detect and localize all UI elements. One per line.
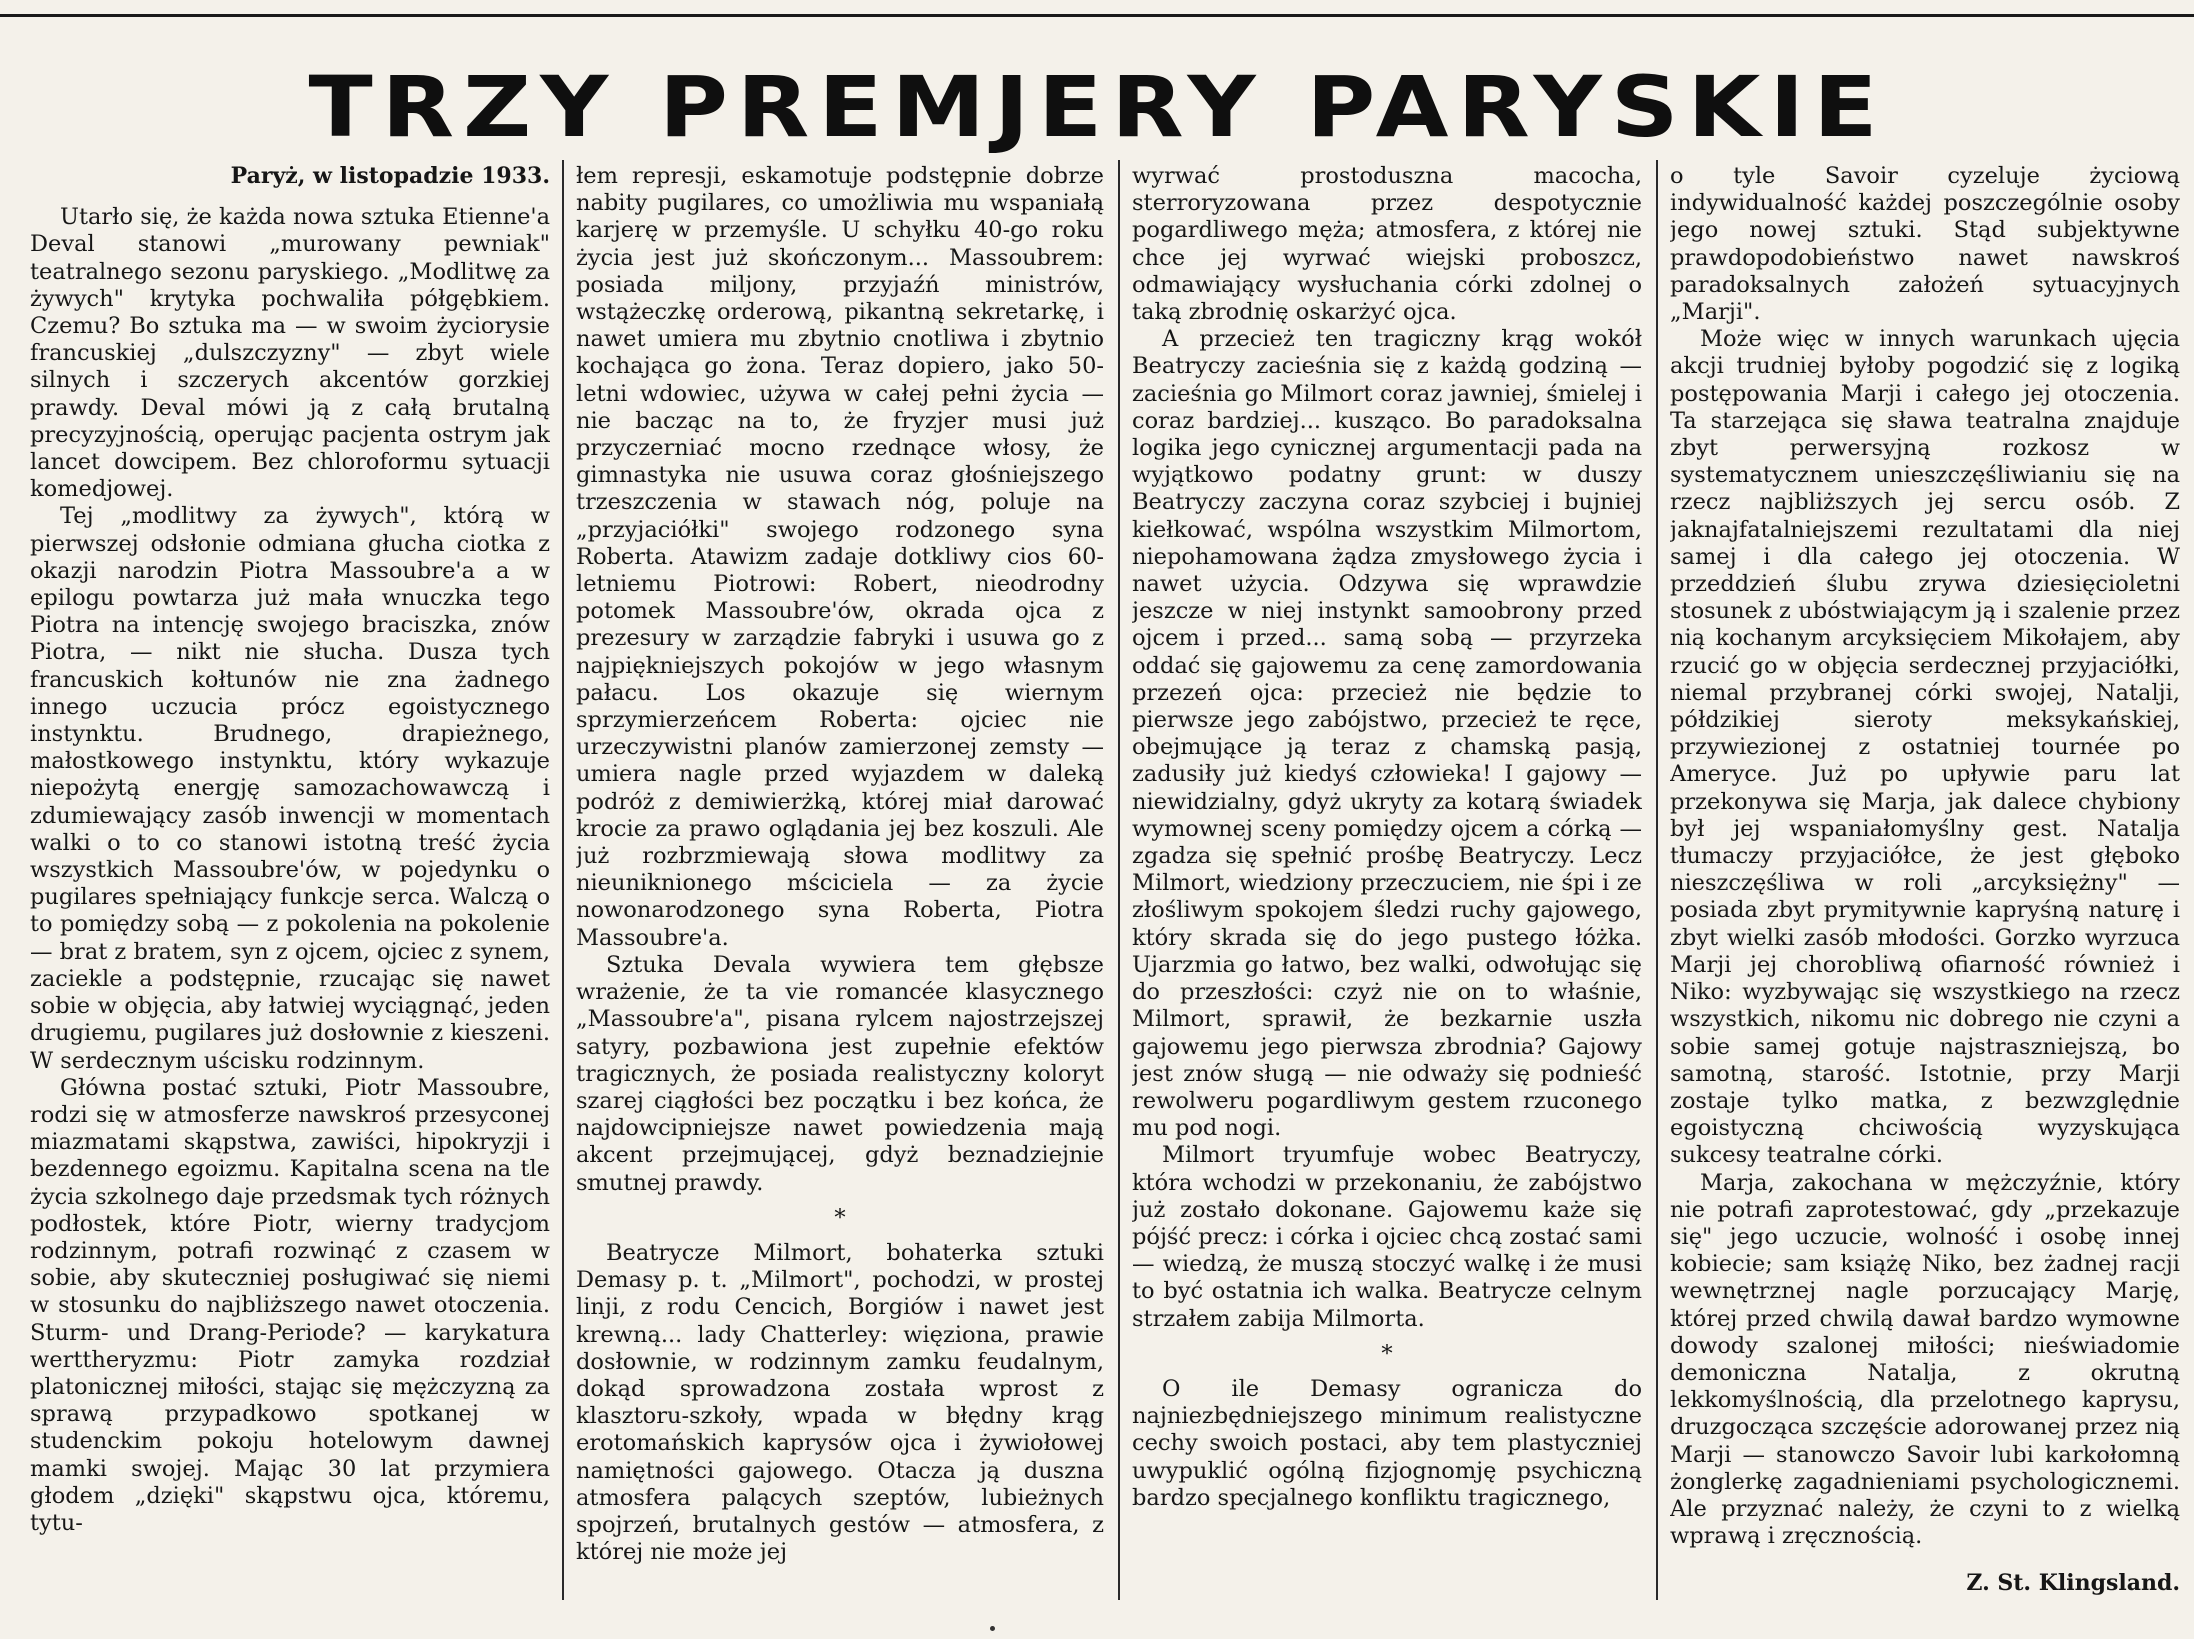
masthead-strip <box>0 0 2194 22</box>
headline-text: TRZY PREMJERY PARYSKIE <box>307 58 1887 156</box>
column-divider-1 <box>562 160 564 1600</box>
paragraph: wyrwać prostoduszna macocha, sterroryzowana przez despotycznie pogardliwego męża; atmosfera, z której nie chce jej wyrwać wiejski proboszcz, odmawiający wysłuchania córki zdolnej o taką zbrodnię oskarżyć ojca. <box>1132 163 1642 326</box>
paragraph: łem represji, eskamotuje podstępnie dobrze nabity pugilares, co umożliwia mu wspaniałą karjerę w przemyśle. U schyłku 40-go roku życia jest już skończonym... Massoubrem: posiada miljony, przyjaźń ministrów, wstążeczkę orderową, pikantną sekretarkę, i nawet umiera mu zbytnio cnotliwa i zbytnio kochająca go żona. Teraz dopiero, jako 50-letni wdowiec, używa w całej pełni życia — nie bacząc na to, że fryzjer musi już przyczerniać mocno rzednące włosy, że gimnastyka nie usuwa coraz głośniejszego trzeszczenia w stawach nóg, poluje na „przyjaciółki" swojego rodzonego syna Roberta. Atawizm zadaje dotkliwy cios 60-letniemu Piotrowi: Robert, nieodrodny potomek Massoubre'ów, okrada ojca z prezesury w zarządzie fabryki i usuwa go z najpiękniejszych pokojów w jego własnym pałacu. Los okazuje się wiernym sprzymierzeńcem Roberta: ojciec nie urzeczywistni planów zamierzonej zemsty — umiera nagle przed wyjazdem w daleką podróż z demiwierżką, której miał darować krocie za prawo oglądania jej bez koszuli. Ale już rozbrzmiewają słowa modlitwy za nieuniknionego mściciela — za życie nowonarodzonego syna Roberta, Piotra Massoubre'a. <box>576 163 1104 951</box>
paragraph: Beatrycze Milmort, bohaterka sztuki Demasy p. t. „Milmort", pochodzi, w prostej linji, z rodu Cencich, Borgiów i nawet jest krewną... lady Chatterley: więziona, prawie dosłownie, w rodzinnym zamku feudalnym, dokąd sprowadzona została wprost z klasztoru-szkoły, wpada w błędny krąg erotomańskich kaprysów ojca i żywiołowej namiętności gajowego. Otacza ją duszna atmosfera palących szeptów, lubieżnych spojrzeń, brutalnych gestów — atmosfera, z której nie może jej <box>576 1239 1104 1566</box>
paragraph: Milmort tryumfuje wobec Beatryczy, która wchodzi w przekonaniu, że zabójstwo już zostało dokonane. Gajowemu każe się pójść precz: i córka i ojciec chcą zostać sami — wiedzą, że muszą stoczyć walkę i że musi to być ostatnia ich walka. Beatrycze celnym strzałem zabija Milmorta. <box>1132 1142 1642 1332</box>
article-column-4 <box>1670 163 2180 1603</box>
column-divider-2 <box>1118 160 1120 1600</box>
author-signature: Z. St. Klingsland. <box>1966 1570 2180 1597</box>
paragraph: Marja, zakochana w mężczyźnie, który nie potrafi zaprotestować, gdy „przekazuje się" jego uczucie, wolność i osobę innej kobiecie; sam książę Niko, bez żadnej racji wewnętrznej nagle porzucający Marję, której przed chwilą dawał bardzo wymowne dowody szalonej miłości; nieświadomie demoniczna Natalja, z okrutną lekkomyślnością, dla przelotnego kaprysu, druzgocząca szczęście adorowanej przez nią Marji — stanowczo Savoir lubi karkołomną żonglerkę zagadnieniami psychologicznemi. Ale przyznać należy, że czyni to z wielką wprawą i zręcznością. <box>1670 1169 2180 1550</box>
article-column-2 <box>576 163 1104 1603</box>
section-separator: * <box>834 1204 846 1231</box>
paragraph: Główna postać sztuki, Piotr Massoubre, rodzi się w atmosferze nawskroś przesyconej miazmatami skąpstwa, zawiści, hipokryzji i bezdennego egoizmu. Kapitalna scena na tle życia szkolnego daje przedsmak tych różnych podłostek, które Piotr, wierny tradycjom rodzinnym, potrafi rozwinąć z czasem w sobie, aby skuteczniej posługiwać się niemi w stosunku do najbliższego nawet otoczenia. Sturm- und Drang-Periode? — karykatura werttheryzmu: Piotr zamyka rozdział platonicznej miłości, stając się mężczyzną za sprawą przypadkowo spotkanej w studenckim pokoju hotelowym dawnej mamki swojej. Mając 30 lat przymiera głodem „dzięki" skąpstwu ojca, któremu, tytu- <box>30 1074 550 1536</box>
column-divider-3 <box>1656 160 1658 1600</box>
paragraph: o tyle Savoir cyzeluje życiową indywidualność każdej poszczególnie osoby jego nowej sztuki. Stąd subjektywne prawdopodobieństwo nawet nawskroś paradoksalnych założeń sytuacyjnych „Marji". <box>1670 163 2180 326</box>
paragraph: Utarło się, że każda nowa sztuka Etienne'a Deval stanowi „murowany pewniak" teatralnego sezonu paryskiego. „Modlitwę za żywych" krytyka pochwaliła półgębkiem. Czemu? Bo sztuka ma — w swoim życiorysie francuskiej „dulszczyzny" — zbyt wiele silnych i szczerych akcentów gorzkiej prawdy. Deval mówi ją z całą brutalną precyzyjnością, operując pacjenta ostrym jak lancet dowcipem. Bez chloroformu sytuacji komedjowej. <box>30 204 550 503</box>
headline <box>0 58 2194 156</box>
print-speck <box>990 1626 995 1631</box>
paragraph: O ile Demasy ogranicza do najniezbędniejszego minimum realistyczne cechy swoich postaci, aby tem plastyczniej uwypuklić ogólną fizjognomję psychiczną bardzo specjalnego konfliktu tragicznego, <box>1132 1375 1642 1511</box>
section-separator: * <box>1381 1340 1393 1367</box>
paragraph: Sztuka Devala wywiera tem głębsze wrażenie, że ta vie romancée klasycznego „Massoubre'a", pisana rylcem najostrzejszej satyry, pozbawiona jest zupełnie efektów tragicznych, że posiada realistyczny koloryt szarej ciągłości bez początku i bez końca, że najdowcipniejsze nawet powiedzenia mają akcent przejmującej, gdyż beznadziejnie smutnej prawdy. <box>576 951 1104 1196</box>
paragraph: A przecież ten tragiczny krąg wokół Beatryczy zacieśnia się z każdą godziną — zacieśnia go Milmort coraz jawniej, śmielej i coraz bardziej... kusząco. Bo paradoksalna logika jego cynicznej argumentacji pada na wyjątkowo podatny grunt: w duszy Beatryczy zaczyna coraz szybciej i bujniej kiełkować, wspólna wszystkim Milmortom, niepohamowana żądza zmysłowego życia i nawet użycia. Odzywa się wprawdzie jeszcze w niej instynkt samoobrony przed ojcem i przed... samą sobą — przyrzeka oddać się gajowemu za cenę zamordowania przezeń ojca: przecież nie będzie to pierwsze jego zabójstwo, przecież te ręce, obejmujące ją teraz z chamską pasją, zadusiły już kiedyś człowieka! I gajowy — niewidzialny, gdyż ukryty za kotarą świadek wymownej sceny pomiędzy ojcem a córką — zgadza się spełnić prośbę Beatryczy. Lecz Milmort, wiedziony przeczuciem, nie śpi i ze złośliwym spokojem śledzi ruchy gajowego, który skrada się do jego pustego łóżka. Ujarzmia go łatwo, bez walki, odwołując się do przeszłości: czyż nie on to właśnie, Milmort, sprawił, że bezkarnie uszła gajowemu jego pierwsza zbrodnia? Gajowy jest znów sługą — nie odważy się podnieść rewolweru pogardliwym gestem rzuconego mu pod nogi. <box>1132 326 1642 1142</box>
article-column-3 <box>1132 163 1642 1603</box>
paragraph: Tej „modlitwy za żywych", którą w pierwszej odsłonie odmiana głucha ciotka z okazji narodzin Piotra Massoubre'a a w epilogu powtarza już mała wnuczka tego Piotra na intencję swojego braciszka, znów Piotra, — nikt nie słucha. Dusza tych francuskich kołtunów nie zna żadnego innego uczucia prócz egoistycznego instynktu. Brudnego, drapieżnego, małostkowego instynktu, który wykazuje niepożytą energję samozachowawczą i zdumiewający zasób inwencji w momentach walki o to co stanowi istotną treść życia wszystkich Massoubre'ów, w pojedynku o pugilares spełniający funkcje serca. Walczą o to pomiędzy sobą — z pokolenia na pokolenie — brat z bratem, syn z ojcem, ojciec z synem, zaciekle a podstępnie, rzucając się nawet sobie w objęcia, aby łatwiej wyciągnąć, jeden drugiemu, pugilares już dosłownie z kieszeni. W serdecznym uścisku rodzinnym. <box>30 503 550 1074</box>
masthead-rule <box>0 14 2194 17</box>
paragraph: Może więc w innych warunkach ujęcia akcji trudniej byłoby pogodzić się z logiką postępowania Marji i całego jej otoczenia. Ta starzejąca się sława teatralna znajduje zbyt perwersyjną rozkosz w systematycznem unieszczęśliwianiu się na rzecz najbliższych jej sercu osób. Z jaknajfatalniejszemi rezultatami dla niej samej i dla całego jej otoczenia. W przeddzień ślubu zrywa dziesięcioletni stosunek z ubóstwiającym ją i szalenie przez nią kochanym arcyksięciem Mikołajem, aby rzucić go w objęcia serdecznej przyjaciółki, niemal przybranej córki swojej, Natalji, półdzikiej sieroty meksykańskiej, przywiezionej z ostatniej tournée po Ameryce. Już po upływie paru lat przekonywa się Marja, jak dalece chybiony był jej wspaniałomyślny gest. Natalja tłumaczy przyjaciółce, że jest głęboko nieszczęśliwa w roli „arcyksiężny" — posiada zbyt prymitywnie kapryśną naturę i zbyt wielki zasób młodości. Gorzko wyrzuca Marji jej chorobliwą ofiarność również i Niko: wyzbywając się wszystkiego na rzecz wszystkich, nikomu nic dobrego nie czyni a sobie samej gotuje najstraszniejszą, bo samotną, starość. Istotnie, przy Marji zostaje tylko matka, z bezwzględnie egoistyczną chciwością wyzyskująca sukcesy teatralne córki. <box>1670 326 2180 1169</box>
dateline: Paryż, w listopadzie 1933. <box>230 163 550 189</box>
article-column-1 <box>30 163 550 1603</box>
